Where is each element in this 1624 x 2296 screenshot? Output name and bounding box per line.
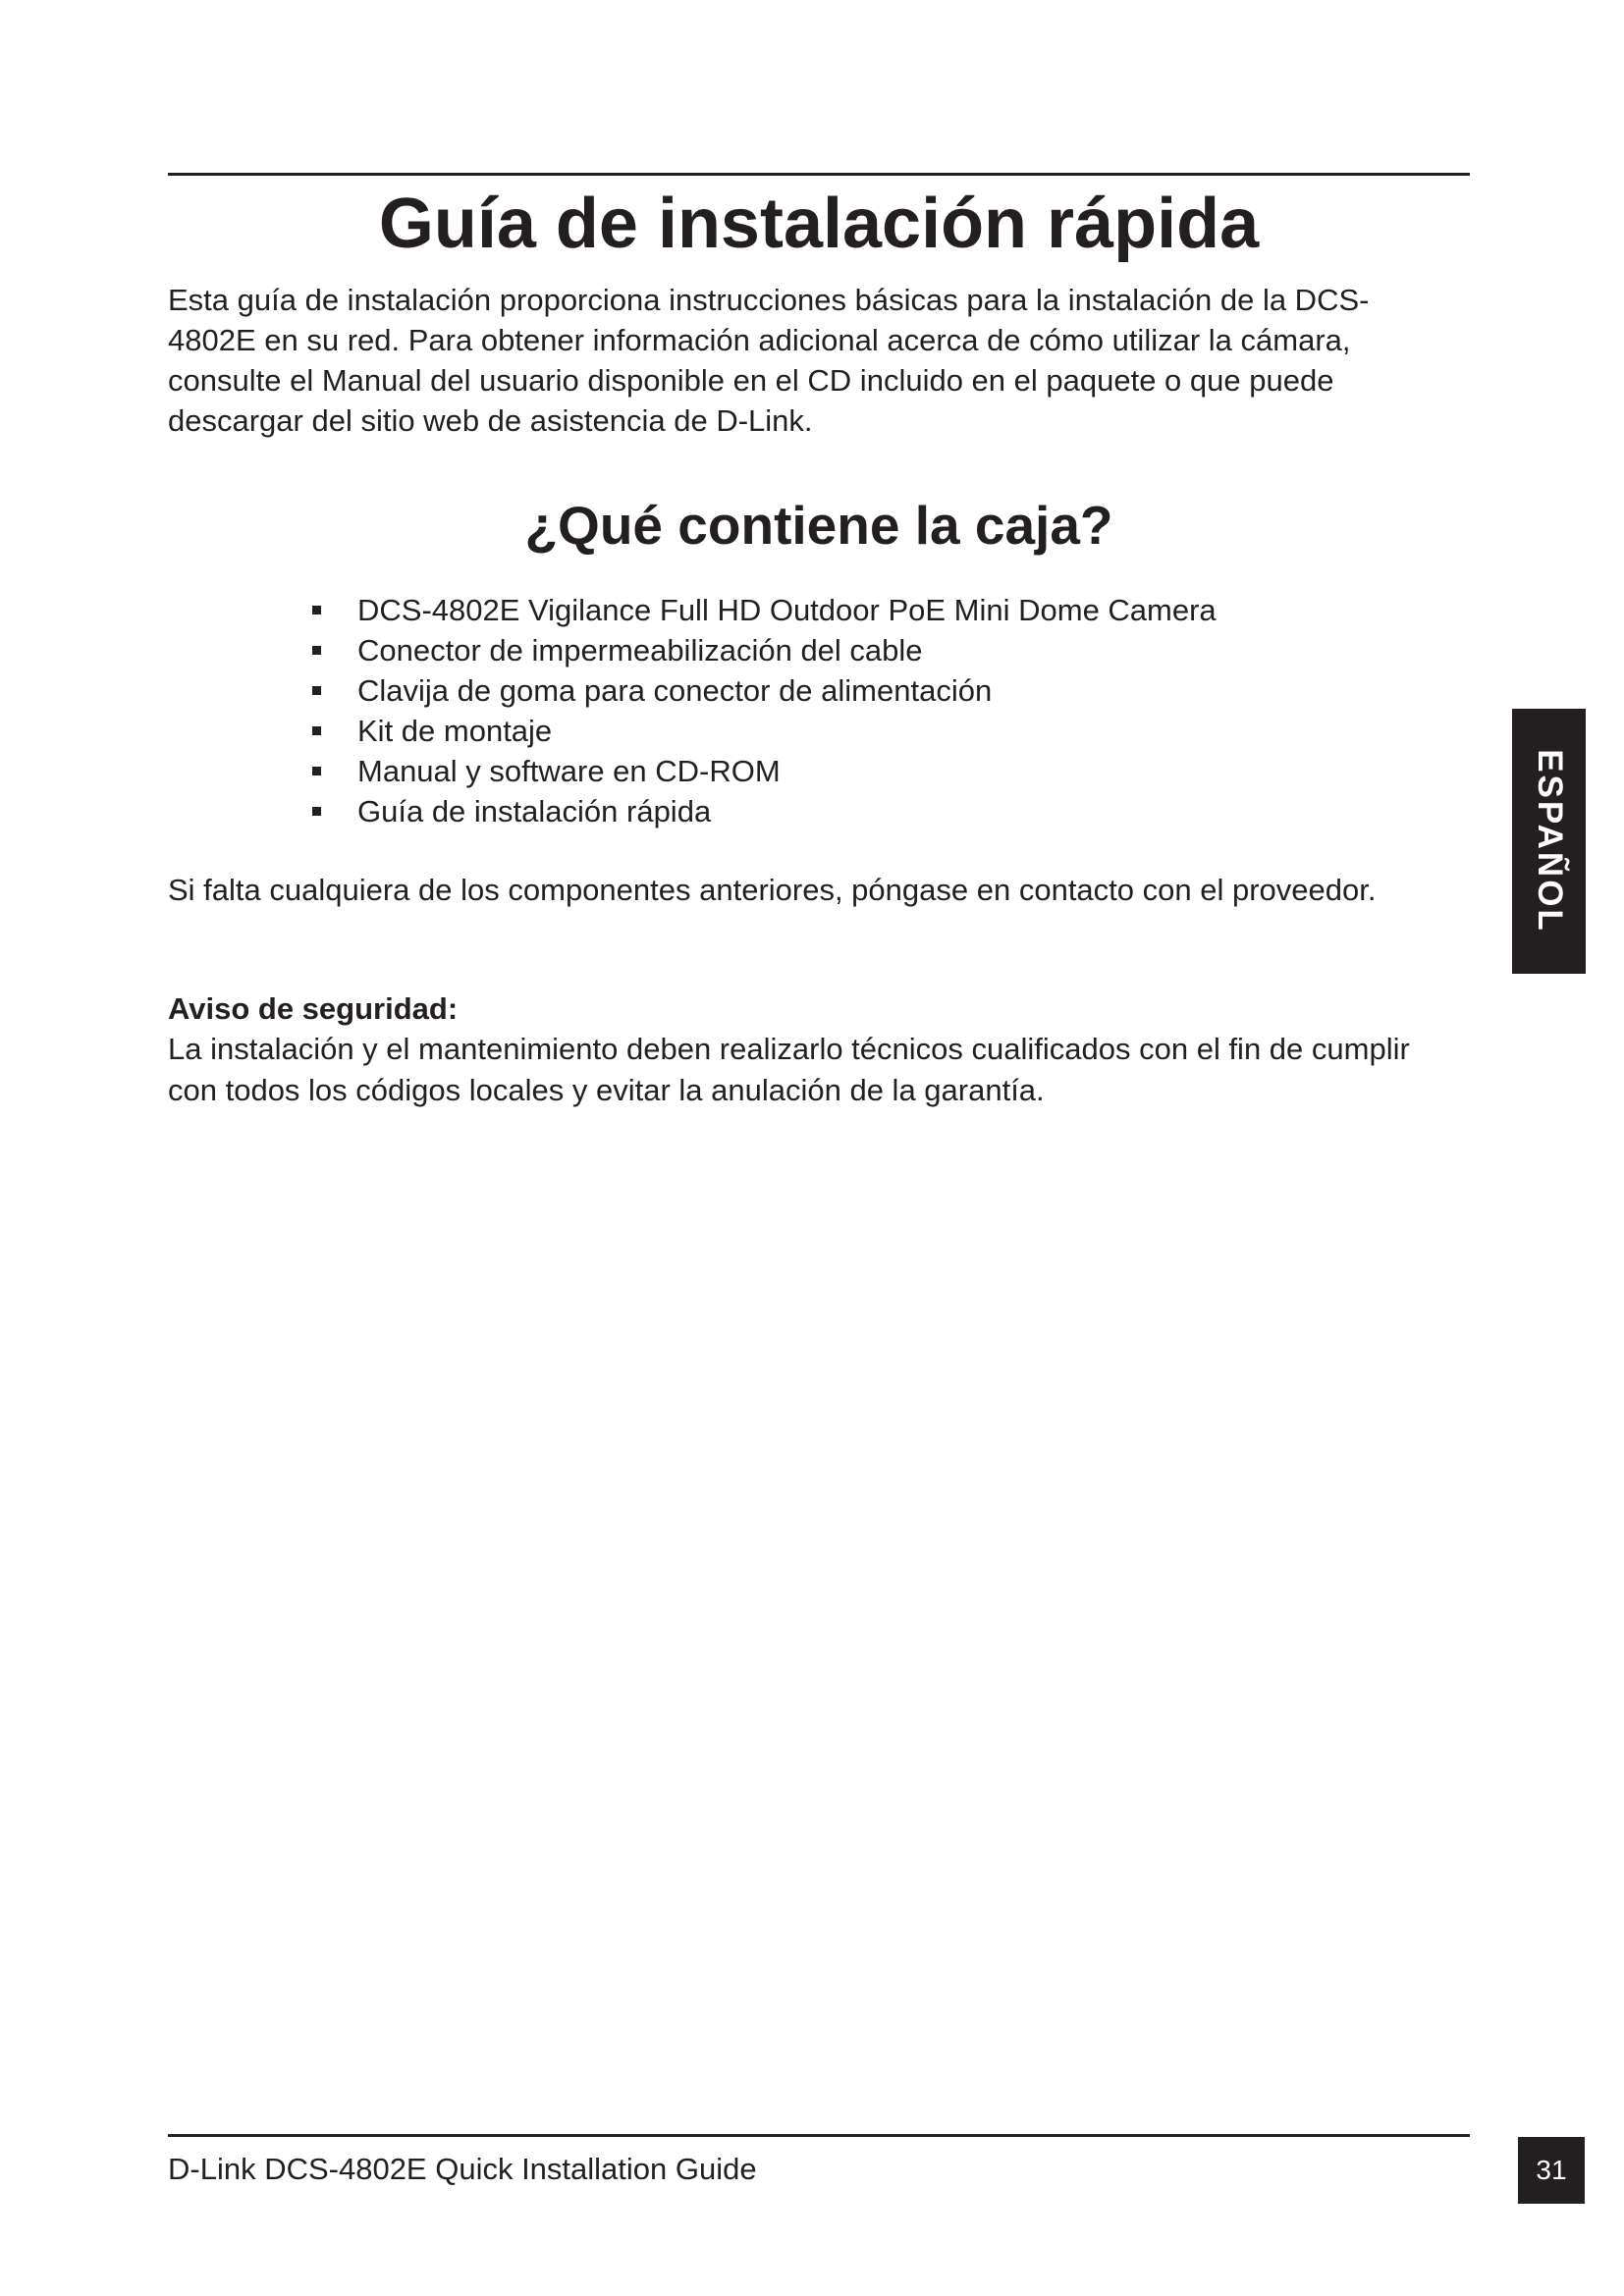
box-contents-heading: ¿Qué contiene la caja? <box>524 495 1113 556</box>
list-item <box>312 711 1217 751</box>
bullet-icon <box>312 807 321 816</box>
language-tab <box>1512 709 1586 974</box>
list-item <box>312 630 1217 670</box>
list-item-text: Manual y software en CD-ROM <box>357 754 781 788</box>
safety-notice-text: La instalación y el mantenimiento deben realizarlo técnicos cualificados con el fin de cumplir con todos los códigos locales y evitar la anulación de la garantía. <box>168 1032 1410 1107</box>
page-title: Guía de instalación rápida <box>378 185 1260 263</box>
list-item <box>312 791 1217 831</box>
footer-divider <box>168 2134 1470 2137</box>
list-item-text: Conector de impermeabilización del cable <box>357 633 923 667</box>
bullet-icon <box>312 767 321 775</box>
list-item-text: Clavija de goma para conector de alimentación <box>357 673 993 708</box>
bullet-icon <box>312 606 321 614</box>
page-number: 31 <box>1518 2137 1585 2204</box>
box-contents-list <box>312 590 1217 831</box>
list-item-text: DCS-4802E Vigilance Full HD Outdoor PoE Mini Dome Camera <box>357 593 1217 627</box>
footer-title: D-Link DCS-4802E Quick Installation Guide <box>168 2152 757 2186</box>
intro-paragraph: Esta guía de instalación proporciona instrucciones básicas para la instalación de la DCS-4802E en su red. Para obtener información adicional acerca de cómo utilizar la cámara, consulte el Manual del usuario disponible en el CD incluido en el paquete o que puede descargar del sitio web de asistencia de D-Link. <box>168 283 1370 438</box>
bullet-icon <box>312 686 321 695</box>
bullet-icon <box>312 646 321 655</box>
list-item-text: Kit de montaje <box>357 714 553 748</box>
bullet-icon <box>312 726 321 735</box>
list-item <box>312 670 1217 711</box>
list-item <box>312 590 1217 630</box>
safety-notice-heading: Aviso de seguridad: <box>168 991 459 1026</box>
language-tab-label: ESPAÑOL <box>1530 749 1569 934</box>
missing-components-note: Si falta cualquiera de los componentes anteriores, póngase en contacto con el proveedor. <box>168 873 1377 907</box>
list-item <box>312 751 1217 791</box>
list-item-text: Guía de instalación rápida <box>357 794 712 828</box>
